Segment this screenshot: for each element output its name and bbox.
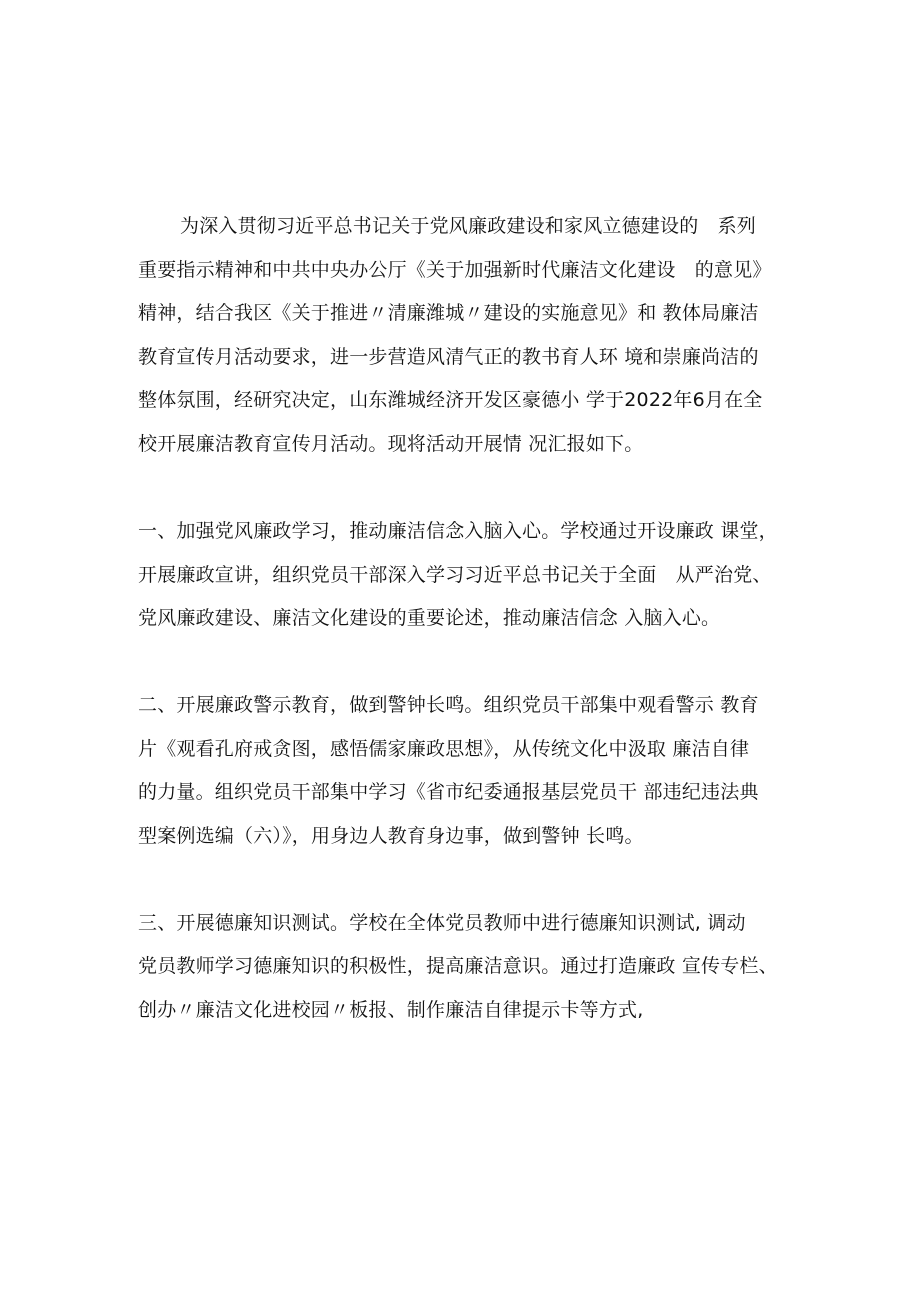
intro-line-3: 精神，结合我区《关于推进〃清廉潍城〃建设的实施意见》和 教体局廉洁 [138, 302, 759, 324]
section3-line-3: 创办〃廉洁文化进校园〃板报、制作廉洁自律提示卡等方式, [138, 999, 644, 1021]
section1-line-1: 一、加强党风廉政学习，推动廉洁信念入脑入心。学校通过开设廉政 课堂， [138, 520, 778, 542]
intro-line-2: 重要指示精神和中共中央办公厅《关于加强新时代廉洁文化建设 的意见》 [138, 259, 772, 281]
section3-line-2: 党员教师学习德廉知识的积极性，提高廉洁意识。通过打造廉政 宣传专栏、 [138, 955, 778, 977]
section2-line-2: 片《观看孔府戒贪图，感悟儒家廉政思想》，从传统文化中汲取 廉洁自律 [138, 738, 750, 760]
section2-line-4: 型案例选编（六）》，用身边人教育身边事，做到警钟 长鸣。 [138, 825, 644, 847]
section1-line-3: 党风廉政建设、廉洁文化建设的重要论述，推动廉洁信念 入脑入心。 [138, 607, 721, 629]
intro-line-1: 为深入贯彻习近平总书记关于党风廉政建设和家风立德建设的 系列 [180, 215, 757, 237]
section2-line-1: 二、开展廉政警示教育，做到警钟长鸣。组织党员干部集中观看警示 教育 [138, 694, 759, 716]
intro-line-6: 校开展廉洁教育宣传月活动。现将活动开展情 况汇报如下。 [138, 433, 644, 455]
section3-line-1: 三、开展德廉知识测试。学校在全体党员教师中进行德廉知识测试, 调动 [138, 912, 746, 934]
section2-line-3: 的力量。组织党员干部集中学习《省市纪委通报基层党员干 部违纪违法典 [138, 781, 759, 803]
intro-line-5: 整体氛围，经研究决定，山东潍城经济开发区豪德小 学于2022年6月在全 [138, 389, 763, 411]
section1-line-2: 开展廉政宣讲，组织党员干部深入学习习近平总书记关于全面 从严治党、 [138, 564, 772, 586]
intro-line-4: 教育宣传月活动要求，进一步营造风清气正的教书育人环 境和崇廉尚洁的 [138, 346, 759, 368]
